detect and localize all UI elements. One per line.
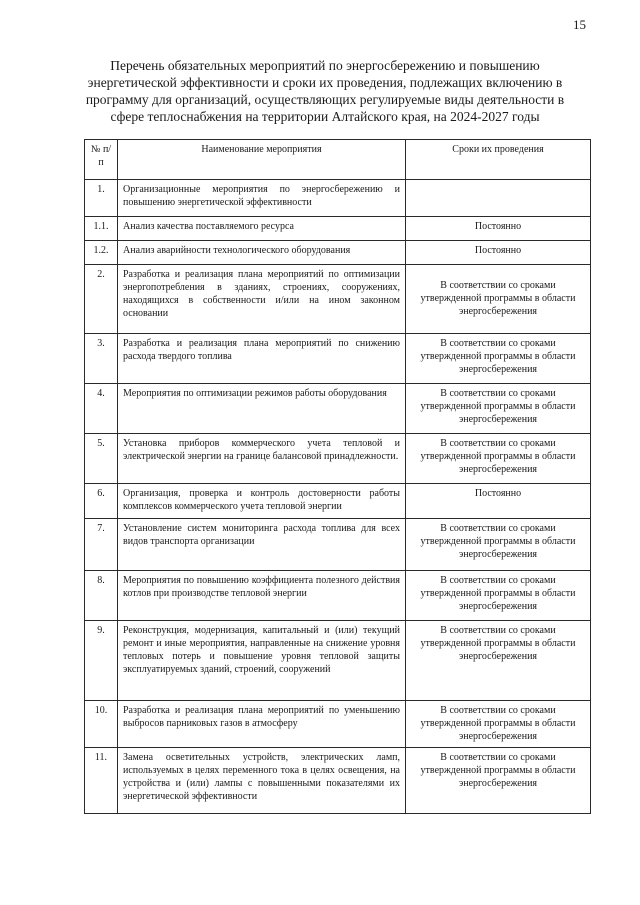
table-row xyxy=(85,748,591,814)
row-number: 1.1. xyxy=(85,217,118,241)
row-deadline: В соответствии со сроками утвержденной программы в области энергосбережения xyxy=(406,265,591,334)
row-measure-name: Разработка и реализация плана мероприятий по уменьшению выбросов парниковых газов в атмосферу xyxy=(118,701,406,748)
header-measure-name: Наименование мероприятия xyxy=(118,140,406,180)
row-number: 8. xyxy=(85,571,118,621)
row-measure-name: Анализ качества поставляемого ресурса xyxy=(118,217,406,241)
table-row xyxy=(85,484,591,519)
row-measure-name: Мероприятия по повышению коэффициента полезного действия котлов при производстве тепловой энергии xyxy=(118,571,406,621)
row-number: 1.2. xyxy=(85,241,118,265)
row-deadline: В соответствии со сроками утвержденной программы в области энергосбережения xyxy=(406,334,591,384)
row-number: 4. xyxy=(85,384,118,434)
table-row xyxy=(85,621,591,701)
row-measure-name: Анализ аварийности технологического оборудования xyxy=(118,241,406,265)
row-number: 6. xyxy=(85,484,118,519)
row-deadline: Постоянно xyxy=(406,217,591,241)
row-deadline: В соответствии со сроками утвержденной программы в области энергосбережения xyxy=(406,701,591,748)
row-deadline: В соответствии со сроками утвержденной программы в области энергосбережения xyxy=(406,621,591,701)
row-number: 5. xyxy=(85,434,118,484)
table-header-row xyxy=(85,140,591,180)
row-number: 9. xyxy=(85,621,118,701)
row-measure-name: Реконструкция, модернизация, капитальный и (или) текущий ремонт и иные мероприятия, направленные на снижение уровня тепловых потерь и повышение уровня тепловой защиты эксплуатируемых зданий, строений, сооружений xyxy=(118,621,406,701)
row-deadline xyxy=(406,180,591,217)
table-row xyxy=(85,571,591,621)
row-deadline: В соответствии со сроками утвержденной программы в области энергосбережения xyxy=(406,748,591,814)
row-deadline: В соответствии со сроками утвержденной программы в области энергосбережения xyxy=(406,519,591,571)
row-number: 10. xyxy=(85,701,118,748)
row-deadline: В соответствии со сроками утвержденной программы в области энергосбережения xyxy=(406,571,591,621)
measures-table xyxy=(84,139,591,814)
row-measure-name: Установка приборов коммерческого учета тепловой и электрической энергии на границе балансовой принадлежности. xyxy=(118,434,406,484)
header-number: № п/п xyxy=(85,140,118,180)
row-number: 11. xyxy=(85,748,118,814)
table-row xyxy=(85,519,591,571)
document-title: Перечень обязательных мероприятий по энергосбережению и повышению энергетической эффективности и сроки их проведения, подлежащих включению в программу для организаций, осуществляющих регулируемые виды деятельности в сфере теплоснабжения на территории Алтайского края, на 2024-2027 годы xyxy=(85,58,565,124)
table-row xyxy=(85,241,591,265)
table-row xyxy=(85,701,591,748)
row-measure-name: Разработка и реализация плана мероприятий по оптимизации энергопотребления в зданиях, строениях, сооружениях, находящихся в собственности и/или на ином законном основании xyxy=(118,265,406,334)
table-row xyxy=(85,180,591,217)
row-measure-name: Организационные мероприятия по энергосбережению и повышению энергетической эффективности xyxy=(118,180,406,217)
table-row xyxy=(85,265,591,334)
table-row xyxy=(85,434,591,484)
table-row xyxy=(85,217,591,241)
row-measure-name: Замена осветительных устройств, электрических ламп, используемых в целях переменного тока в целях освещения, на устройства и (или) лампы с повышенными показателями их энергетической эффективности xyxy=(118,748,406,814)
row-deadline: В соответствии со сроками утвержденной программы в области энергосбережения xyxy=(406,384,591,434)
row-number: 7. xyxy=(85,519,118,571)
page-number: 15 xyxy=(573,17,586,32)
row-measure-name: Установление систем мониторинга расхода топлива для всех видов транспорта организации xyxy=(118,519,406,571)
row-deadline: Постоянно xyxy=(406,241,591,265)
table-row xyxy=(85,384,591,434)
row-number: 3. xyxy=(85,334,118,384)
row-number: 2. xyxy=(85,265,118,334)
table-row xyxy=(85,334,591,384)
row-deadline: Постоянно xyxy=(406,484,591,519)
header-deadlines: Сроки их проведения xyxy=(406,140,591,180)
row-measure-name: Разработка и реализация плана мероприятий по снижению расхода твердого топлива xyxy=(118,334,406,384)
row-deadline: В соответствии со сроками утвержденной программы в области энергосбережения xyxy=(406,434,591,484)
row-measure-name: Организация, проверка и контроль достоверности работы комплексов коммерческого учета тепловой энергии xyxy=(118,484,406,519)
row-number: 1. xyxy=(85,180,118,217)
row-measure-name: Мероприятия по оптимизации режимов работы оборудования xyxy=(118,384,406,434)
